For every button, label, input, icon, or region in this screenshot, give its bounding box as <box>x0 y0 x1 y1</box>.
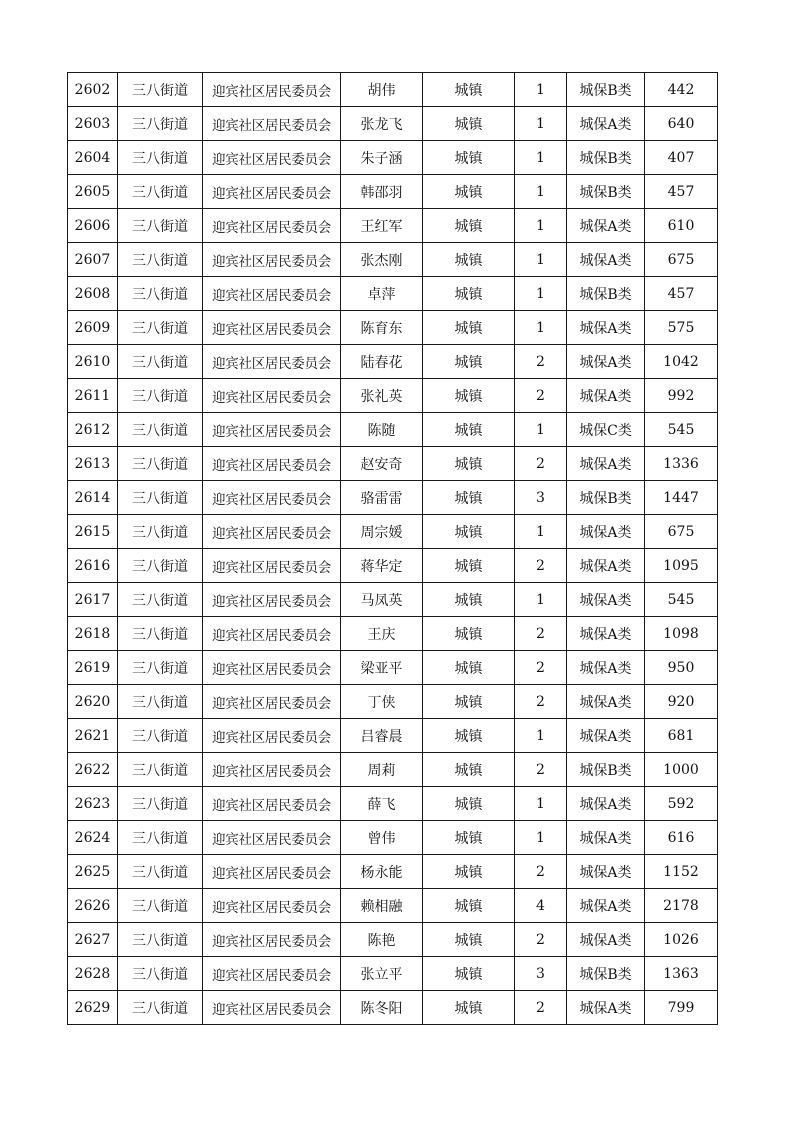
cell-insurance-category: 城保A类 <box>567 923 645 957</box>
cell-person-name: 马凤英 <box>341 583 423 617</box>
cell-street-office: 三八街道 <box>118 515 203 549</box>
cell-person-name: 王庆 <box>341 617 423 651</box>
cell-insurance-category: 城保A类 <box>567 685 645 719</box>
cell-serial-number: 2604 <box>68 141 118 175</box>
cell-household-size: 3 <box>515 481 567 515</box>
cell-insurance-category: 城保A类 <box>567 651 645 685</box>
table-row <box>68 515 718 549</box>
cell-street-office: 三八街道 <box>118 141 203 175</box>
cell-person-name: 周宗媛 <box>341 515 423 549</box>
cell-household-type: 城镇 <box>423 821 515 855</box>
cell-serial-number: 2608 <box>68 277 118 311</box>
cell-person-name: 朱子涵 <box>341 141 423 175</box>
cell-household-type: 城镇 <box>423 889 515 923</box>
cell-community-committee: 迎宾社区居民委员会 <box>203 141 341 175</box>
cell-person-name: 丁侠 <box>341 685 423 719</box>
cell-community-committee: 迎宾社区居民委员会 <box>203 753 341 787</box>
cell-street-office: 三八街道 <box>118 549 203 583</box>
cell-household-type: 城镇 <box>423 719 515 753</box>
cell-street-office: 三八街道 <box>118 481 203 515</box>
cell-insurance-category: 城保A类 <box>567 719 645 753</box>
table-row <box>68 991 718 1025</box>
cell-amount: 457 <box>645 277 718 311</box>
cell-serial-number: 2612 <box>68 413 118 447</box>
cell-household-type: 城镇 <box>423 515 515 549</box>
cell-street-office: 三八街道 <box>118 379 203 413</box>
cell-community-committee: 迎宾社区居民委员会 <box>203 413 341 447</box>
cell-serial-number: 2625 <box>68 855 118 889</box>
cell-amount: 2178 <box>645 889 718 923</box>
cell-street-office: 三八街道 <box>118 583 203 617</box>
cell-street-office: 三八街道 <box>118 787 203 821</box>
cell-street-office: 三八街道 <box>118 855 203 889</box>
cell-person-name: 张龙飞 <box>341 107 423 141</box>
cell-household-type: 城镇 <box>423 413 515 447</box>
cell-insurance-category: 城保A类 <box>567 311 645 345</box>
cell-insurance-category: 城保B类 <box>567 73 645 107</box>
cell-street-office: 三八街道 <box>118 413 203 447</box>
cell-serial-number: 2605 <box>68 175 118 209</box>
cell-household-type: 城镇 <box>423 549 515 583</box>
cell-person-name: 陈育东 <box>341 311 423 345</box>
cell-serial-number: 2629 <box>68 991 118 1025</box>
cell-household-type: 城镇 <box>423 855 515 889</box>
cell-street-office: 三八街道 <box>118 685 203 719</box>
cell-household-type: 城镇 <box>423 243 515 277</box>
cell-household-size: 1 <box>515 209 567 243</box>
cell-person-name: 韩邵羽 <box>341 175 423 209</box>
table-row <box>68 923 718 957</box>
cell-street-office: 三八街道 <box>118 889 203 923</box>
cell-insurance-category: 城保A类 <box>567 243 645 277</box>
cell-person-name: 陈冬阳 <box>341 991 423 1025</box>
table-row <box>68 141 718 175</box>
cell-insurance-category: 城保B类 <box>567 277 645 311</box>
cell-street-office: 三八街道 <box>118 447 203 481</box>
cell-household-size: 1 <box>515 719 567 753</box>
cell-amount: 1000 <box>645 753 718 787</box>
cell-household-size: 1 <box>515 515 567 549</box>
cell-household-type: 城镇 <box>423 923 515 957</box>
cell-street-office: 三八街道 <box>118 821 203 855</box>
table-row <box>68 413 718 447</box>
cell-amount: 1336 <box>645 447 718 481</box>
table-row <box>68 889 718 923</box>
cell-household-type: 城镇 <box>423 447 515 481</box>
cell-community-committee: 迎宾社区居民委员会 <box>203 73 341 107</box>
cell-household-type: 城镇 <box>423 685 515 719</box>
table-row <box>68 345 718 379</box>
table-row <box>68 583 718 617</box>
cell-street-office: 三八街道 <box>118 651 203 685</box>
cell-person-name: 张礼英 <box>341 379 423 413</box>
cell-amount: 407 <box>645 141 718 175</box>
cell-amount: 640 <box>645 107 718 141</box>
cell-household-size: 2 <box>515 379 567 413</box>
cell-person-name: 张杰刚 <box>341 243 423 277</box>
cell-amount: 1447 <box>645 481 718 515</box>
cell-street-office: 三八街道 <box>118 753 203 787</box>
cell-insurance-category: 城保C类 <box>567 413 645 447</box>
cell-household-type: 城镇 <box>423 175 515 209</box>
cell-serial-number: 2615 <box>68 515 118 549</box>
cell-community-committee: 迎宾社区居民委员会 <box>203 787 341 821</box>
cell-amount: 575 <box>645 311 718 345</box>
cell-community-committee: 迎宾社区居民委员会 <box>203 345 341 379</box>
cell-serial-number: 2611 <box>68 379 118 413</box>
table-row <box>68 311 718 345</box>
cell-household-size: 1 <box>515 311 567 345</box>
cell-serial-number: 2621 <box>68 719 118 753</box>
cell-household-size: 2 <box>515 345 567 379</box>
cell-street-office: 三八街道 <box>118 107 203 141</box>
cell-household-type: 城镇 <box>423 583 515 617</box>
cell-household-type: 城镇 <box>423 209 515 243</box>
cell-household-type: 城镇 <box>423 379 515 413</box>
cell-street-office: 三八街道 <box>118 719 203 753</box>
cell-amount: 1042 <box>645 345 718 379</box>
cell-household-type: 城镇 <box>423 107 515 141</box>
table-row <box>68 379 718 413</box>
cell-amount: 1363 <box>645 957 718 991</box>
cell-serial-number: 2617 <box>68 583 118 617</box>
cell-community-committee: 迎宾社区居民委员会 <box>203 889 341 923</box>
cell-community-committee: 迎宾社区居民委员会 <box>203 685 341 719</box>
cell-community-committee: 迎宾社区居民委员会 <box>203 957 341 991</box>
cell-community-committee: 迎宾社区居民委员会 <box>203 855 341 889</box>
cell-amount: 610 <box>645 209 718 243</box>
cell-insurance-category: 城保B类 <box>567 175 645 209</box>
table-row <box>68 175 718 209</box>
table-row <box>68 787 718 821</box>
cell-community-committee: 迎宾社区居民委员会 <box>203 277 341 311</box>
cell-community-committee: 迎宾社区居民委员会 <box>203 991 341 1025</box>
cell-insurance-category: 城保A类 <box>567 889 645 923</box>
cell-serial-number: 2602 <box>68 73 118 107</box>
cell-amount: 920 <box>645 685 718 719</box>
cell-insurance-category: 城保B类 <box>567 753 645 787</box>
cell-street-office: 三八街道 <box>118 923 203 957</box>
cell-street-office: 三八街道 <box>118 277 203 311</box>
cell-household-size: 1 <box>515 787 567 821</box>
cell-household-type: 城镇 <box>423 141 515 175</box>
cell-amount: 992 <box>645 379 718 413</box>
cell-person-name: 陈艳 <box>341 923 423 957</box>
cell-person-name: 陈随 <box>341 413 423 447</box>
cell-street-office: 三八街道 <box>118 617 203 651</box>
cell-community-committee: 迎宾社区居民委员会 <box>203 209 341 243</box>
cell-person-name: 骆雷雷 <box>341 481 423 515</box>
table-row <box>68 753 718 787</box>
cell-person-name: 赖相融 <box>341 889 423 923</box>
cell-insurance-category: 城保B类 <box>567 957 645 991</box>
table-row <box>68 855 718 889</box>
cell-household-size: 4 <box>515 889 567 923</box>
cell-amount: 457 <box>645 175 718 209</box>
cell-insurance-category: 城保B类 <box>567 141 645 175</box>
cell-community-committee: 迎宾社区居民委员会 <box>203 175 341 209</box>
cell-community-committee: 迎宾社区居民委员会 <box>203 651 341 685</box>
cell-insurance-category: 城保A类 <box>567 379 645 413</box>
cell-household-size: 2 <box>515 651 567 685</box>
cell-serial-number: 2614 <box>68 481 118 515</box>
cell-household-size: 1 <box>515 277 567 311</box>
cell-household-type: 城镇 <box>423 651 515 685</box>
cell-person-name: 曾伟 <box>341 821 423 855</box>
cell-person-name: 杨永能 <box>341 855 423 889</box>
cell-insurance-category: 城保B类 <box>567 481 645 515</box>
cell-community-committee: 迎宾社区居民委员会 <box>203 311 341 345</box>
cell-insurance-category: 城保A类 <box>567 583 645 617</box>
table-row <box>68 277 718 311</box>
cell-street-office: 三八街道 <box>118 175 203 209</box>
table-row <box>68 447 718 481</box>
cell-street-office: 三八街道 <box>118 957 203 991</box>
cell-insurance-category: 城保A类 <box>567 855 645 889</box>
table-row <box>68 957 718 991</box>
cell-serial-number: 2610 <box>68 345 118 379</box>
cell-insurance-category: 城保A类 <box>567 345 645 379</box>
cell-household-size: 1 <box>515 821 567 855</box>
cell-insurance-category: 城保A类 <box>567 209 645 243</box>
cell-household-size: 2 <box>515 617 567 651</box>
cell-person-name: 陆春花 <box>341 345 423 379</box>
cell-serial-number: 2626 <box>68 889 118 923</box>
cell-household-size: 1 <box>515 73 567 107</box>
cell-community-committee: 迎宾社区居民委员会 <box>203 719 341 753</box>
cell-amount: 545 <box>645 413 718 447</box>
cell-person-name: 薛飞 <box>341 787 423 821</box>
table-row <box>68 685 718 719</box>
cell-community-committee: 迎宾社区居民委员会 <box>203 617 341 651</box>
cell-insurance-category: 城保A类 <box>567 991 645 1025</box>
cell-amount: 675 <box>645 243 718 277</box>
cell-household-type: 城镇 <box>423 991 515 1025</box>
cell-street-office: 三八街道 <box>118 209 203 243</box>
cell-serial-number: 2620 <box>68 685 118 719</box>
cell-amount: 1026 <box>645 923 718 957</box>
cell-community-committee: 迎宾社区居民委员会 <box>203 107 341 141</box>
cell-household-size: 1 <box>515 107 567 141</box>
roster-table <box>67 72 718 1025</box>
cell-household-size: 1 <box>515 243 567 277</box>
cell-amount: 442 <box>645 73 718 107</box>
cell-insurance-category: 城保A类 <box>567 617 645 651</box>
table-row <box>68 73 718 107</box>
cell-community-committee: 迎宾社区居民委员会 <box>203 821 341 855</box>
cell-insurance-category: 城保A类 <box>567 821 645 855</box>
cell-household-size: 2 <box>515 447 567 481</box>
cell-amount: 592 <box>645 787 718 821</box>
cell-insurance-category: 城保A类 <box>567 107 645 141</box>
cell-insurance-category: 城保A类 <box>567 515 645 549</box>
table-row <box>68 549 718 583</box>
cell-household-size: 2 <box>515 549 567 583</box>
cell-insurance-category: 城保A类 <box>567 787 645 821</box>
cell-household-type: 城镇 <box>423 753 515 787</box>
cell-serial-number: 2623 <box>68 787 118 821</box>
cell-person-name: 王红军 <box>341 209 423 243</box>
cell-household-size: 2 <box>515 991 567 1025</box>
cell-community-committee: 迎宾社区居民委员会 <box>203 447 341 481</box>
cell-community-committee: 迎宾社区居民委员会 <box>203 549 341 583</box>
table-row <box>68 719 718 753</box>
cell-person-name: 蒋华定 <box>341 549 423 583</box>
cell-household-type: 城镇 <box>423 345 515 379</box>
cell-community-committee: 迎宾社区居民委员会 <box>203 515 341 549</box>
cell-serial-number: 2627 <box>68 923 118 957</box>
cell-serial-number: 2609 <box>68 311 118 345</box>
cell-community-committee: 迎宾社区居民委员会 <box>203 243 341 277</box>
cell-street-office: 三八街道 <box>118 73 203 107</box>
cell-person-name: 赵安奇 <box>341 447 423 481</box>
cell-street-office: 三八街道 <box>118 991 203 1025</box>
cell-household-size: 2 <box>515 855 567 889</box>
cell-amount: 545 <box>645 583 718 617</box>
cell-serial-number: 2603 <box>68 107 118 141</box>
cell-person-name: 张立平 <box>341 957 423 991</box>
cell-household-type: 城镇 <box>423 311 515 345</box>
cell-community-committee: 迎宾社区居民委员会 <box>203 583 341 617</box>
cell-amount: 616 <box>645 821 718 855</box>
cell-community-committee: 迎宾社区居民委员会 <box>203 481 341 515</box>
cell-household-type: 城镇 <box>423 957 515 991</box>
table-row <box>68 209 718 243</box>
cell-household-size: 2 <box>515 753 567 787</box>
cell-person-name: 梁亚平 <box>341 651 423 685</box>
table-row <box>68 107 718 141</box>
cell-serial-number: 2613 <box>68 447 118 481</box>
cell-serial-number: 2619 <box>68 651 118 685</box>
table-row <box>68 243 718 277</box>
cell-serial-number: 2607 <box>68 243 118 277</box>
cell-household-type: 城镇 <box>423 481 515 515</box>
cell-community-committee: 迎宾社区居民委员会 <box>203 923 341 957</box>
cell-serial-number: 2618 <box>68 617 118 651</box>
cell-household-size: 1 <box>515 583 567 617</box>
cell-amount: 1095 <box>645 549 718 583</box>
cell-street-office: 三八街道 <box>118 345 203 379</box>
cell-insurance-category: 城保A类 <box>567 549 645 583</box>
cell-amount: 1098 <box>645 617 718 651</box>
cell-household-type: 城镇 <box>423 73 515 107</box>
cell-household-type: 城镇 <box>423 617 515 651</box>
cell-household-size: 2 <box>515 923 567 957</box>
cell-person-name: 卓萍 <box>341 277 423 311</box>
table-row <box>68 821 718 855</box>
cell-amount: 675 <box>645 515 718 549</box>
cell-amount: 1152 <box>645 855 718 889</box>
cell-serial-number: 2606 <box>68 209 118 243</box>
cell-household-size: 1 <box>515 413 567 447</box>
cell-household-type: 城镇 <box>423 787 515 821</box>
cell-household-size: 1 <box>515 175 567 209</box>
cell-serial-number: 2624 <box>68 821 118 855</box>
cell-household-size: 2 <box>515 685 567 719</box>
cell-household-type: 城镇 <box>423 277 515 311</box>
roster-body <box>68 73 718 1025</box>
cell-household-size: 3 <box>515 957 567 991</box>
cell-street-office: 三八街道 <box>118 311 203 345</box>
table-row <box>68 617 718 651</box>
cell-amount: 950 <box>645 651 718 685</box>
cell-insurance-category: 城保A类 <box>567 447 645 481</box>
cell-person-name: 周莉 <box>341 753 423 787</box>
cell-serial-number: 2616 <box>68 549 118 583</box>
table-row <box>68 481 718 515</box>
cell-amount: 799 <box>645 991 718 1025</box>
cell-community-committee: 迎宾社区居民委员会 <box>203 379 341 413</box>
cell-person-name: 吕睿晨 <box>341 719 423 753</box>
cell-amount: 681 <box>645 719 718 753</box>
cell-household-size: 1 <box>515 141 567 175</box>
cell-person-name: 胡伟 <box>341 73 423 107</box>
cell-street-office: 三八街道 <box>118 243 203 277</box>
cell-serial-number: 2628 <box>68 957 118 991</box>
cell-serial-number: 2622 <box>68 753 118 787</box>
table-row <box>68 651 718 685</box>
